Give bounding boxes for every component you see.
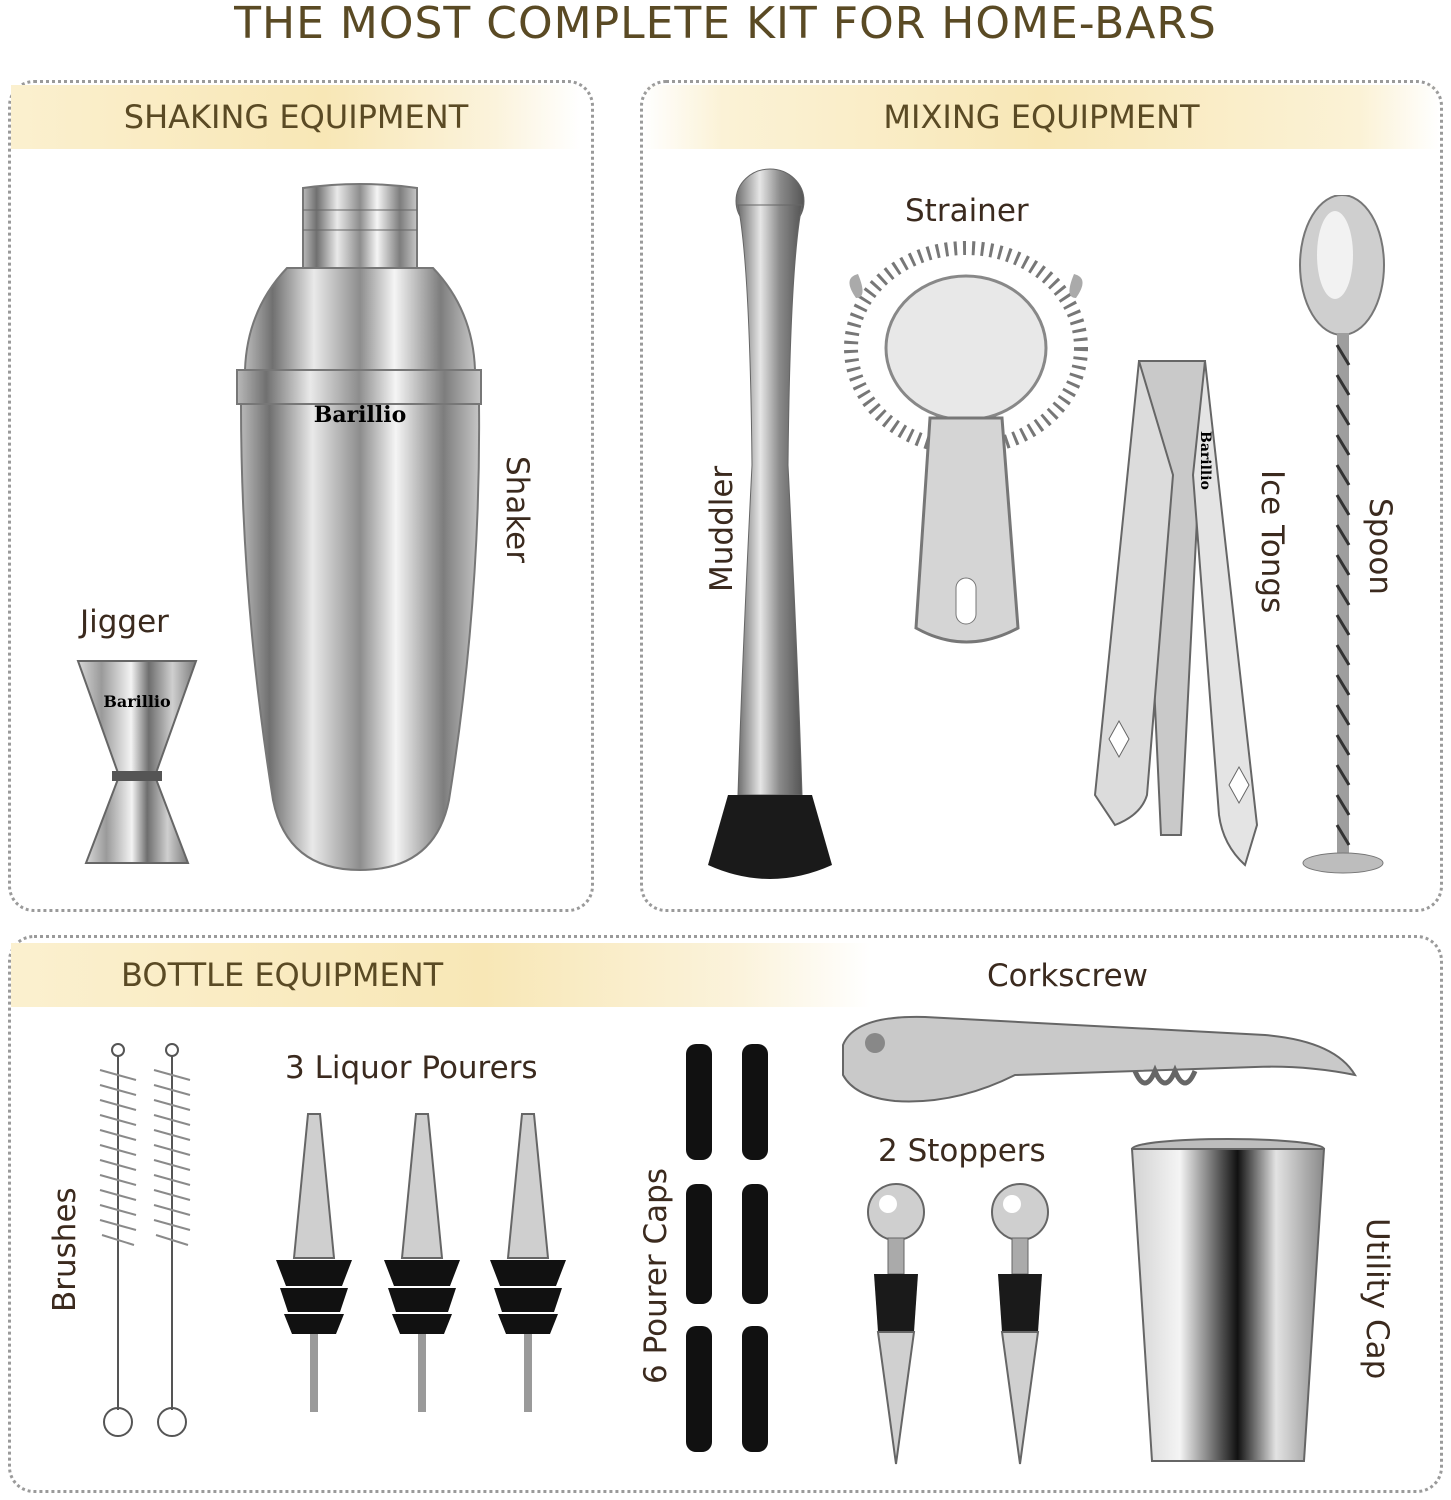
ice-tongs-label: Ice Tongs [1254, 470, 1290, 614]
bottle-heading: BOTTLE EQUIPMENT [11, 943, 871, 1007]
jigger-image [72, 655, 202, 885]
shaker-label: Shaker [499, 456, 535, 563]
brushes-image [90, 1040, 210, 1440]
pourers-label: 3 Liquor Pourers [285, 1050, 538, 1086]
shaker-brand: Barillio [313, 402, 407, 428]
corkscrew-image [835, 1005, 1365, 1115]
shaking-heading: SHAKING EQUIPMENT [11, 85, 581, 149]
utility-cap-label: Utility Cap [1359, 1218, 1395, 1380]
strainer-image [838, 238, 1098, 658]
spoon-label: Spoon [1362, 498, 1398, 595]
mixing-heading: MIXING EQUIPMENT [643, 85, 1440, 149]
page-title: THE MOST COMPLETE KIT FOR HOME-BARS [234, 0, 1217, 49]
caps-label: 6 Pourer Caps [638, 1168, 674, 1384]
pourer-caps-image [684, 1038, 784, 1478]
jigger-brand: Barillio [103, 692, 171, 711]
stoppers-label: 2 Stoppers [878, 1133, 1046, 1169]
stoppers-image [850, 1182, 1080, 1472]
utility-cap-image [1128, 1135, 1328, 1475]
strainer-label: Strainer [905, 193, 1029, 229]
muddler-label: Muddler [704, 465, 740, 592]
brushes-label: Brushes [47, 1187, 83, 1312]
pourers-image [268, 1108, 598, 1438]
ice-tongs-image [1075, 355, 1275, 885]
corkscrew-label: Corkscrew [987, 958, 1148, 994]
shaker-image [235, 180, 485, 890]
jigger-label: Jigger [80, 604, 169, 640]
tongs-brand: Barillio [1197, 431, 1213, 490]
